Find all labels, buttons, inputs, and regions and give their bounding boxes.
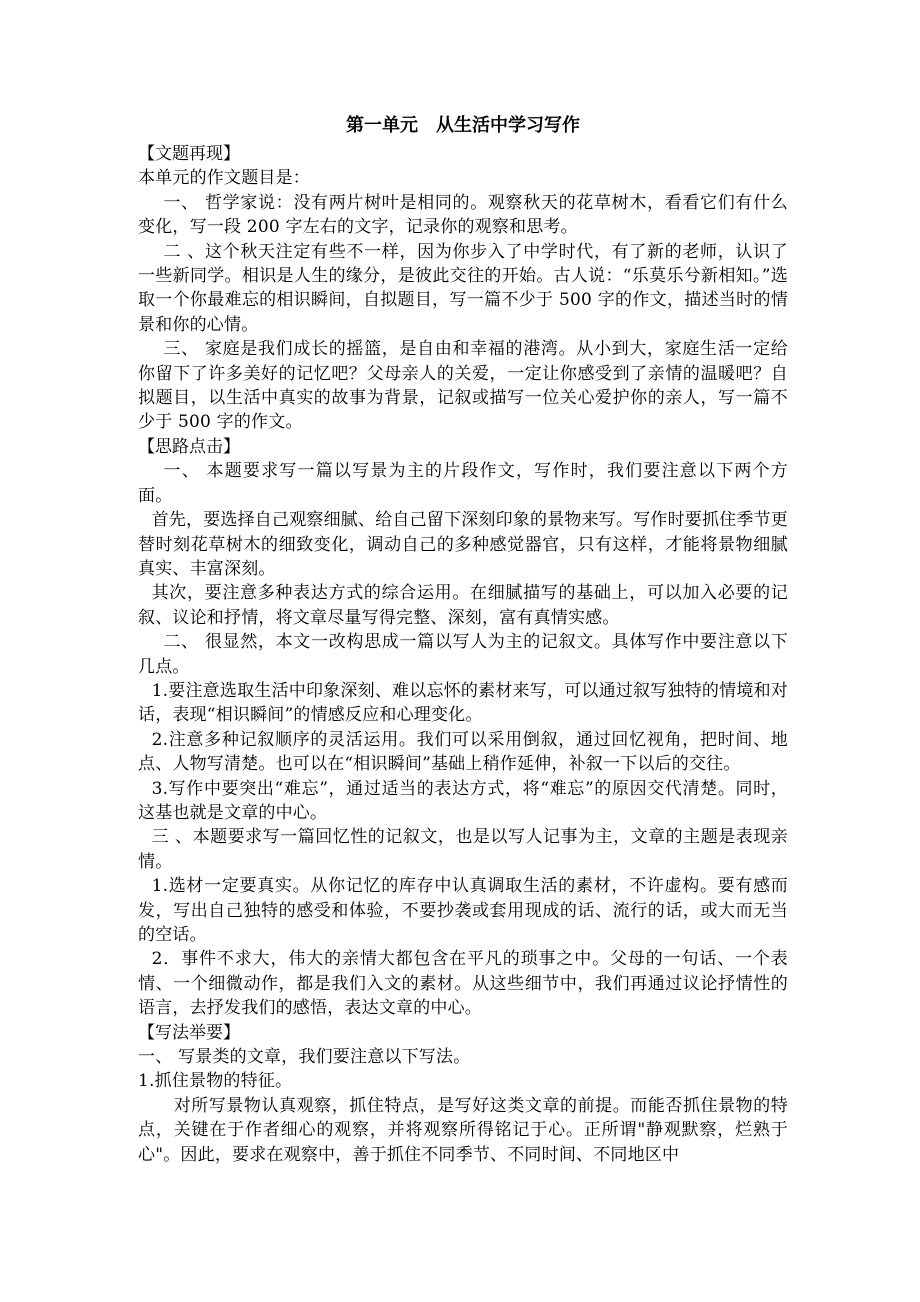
section-heading: 【思路点击】 [138,436,240,457]
paragraph: 二、 很显然，本文一改构思成一篇以写人为主的记叙文。具体写作中要注意以下几点。 [138,632,788,677]
paragraph: 二 、这个秋天注定有些不一样，因为你步入了中学时代，有了新的老师，认识了一些新同学。相识是人生的缘分，是彼此交往的开始。古人说：“乐莫乐兮新相知。”选取一个你最难忘的相识瞬间，自拟题目，写一篇不少于 500 字的作文，描述当时的情景和你的心情。 [138,241,788,335]
paragraph: 一、 哲学家说：没有两片树叶是相同的。观察秋天的花草树木，看看它们有什么变化，写一段 200 字左右的文字，记录你的观察和思考。 [138,192,788,238]
paragraph: 三、 家庭是我们成长的摇篮，是自由和幸福的港湾。从小到大，家庭生活一定给你留下了许多美好的记忆吧？父母亲人的关爱，一定让你感受到了亲情的温暖吧？自拟题目，以生活中真实的故事为背景，记叙或描写一位关心爱护你的亲人，写一篇不少于 500 字的作文。 [138,339,788,433]
section-wenti-zaixian [138,142,788,435]
section-heading: 【写法举要】 [138,1022,240,1043]
paragraph: 本单元的作文题目是： [138,168,310,189]
paragraph: 三 、本题要求写一篇回忆性的记叙文，也是以写人记事为主，文章的主题是表现亲情。 [138,827,788,872]
section-heading: 【文题再现】 [138,144,240,164]
section-silu-dianji [138,435,788,1021]
paragraph: 1.要注意选取生活中印象深刻、难以忘怀的素材来写，可以通过叙写独特的情境和对话，表现“相识瞬间”的情感反应和心理变化。 [138,680,788,726]
page-title: 第一单元 从生活中学习写作 [346,115,580,136]
paragraph: 一、 本题要求写一篇以写景为主的片段作文，写作时，我们要注意以下两个方面。 [138,461,788,506]
paragraph: 2．事件不求大，伟大的亲情大都包含在平凡的琐事之中。父母的一句话、一个表情、一个细微动作，都是我们入文的素材。从这些细节中，我们再通过议论抒情性的语言，去抒发我们的感悟，表达文章的中心。 [138,949,788,1019]
paragraph: 其次，要注意多种表达方式的综合运用。在细腻描写的基础上，可以加入必要的记叙、议论和抒情，将文章尽量写得完整、深刻，富有真情实感。 [138,583,788,628]
paragraph: 3.写作中要突出“难忘”，通过适当的表达方式，将“难忘”的原因交代清楚。同时，这基也就是文章的中心。 [138,778,788,823]
paragraph: 1.抓住景物的特征。 [138,1071,293,1092]
paragraph: 一、 写景类的文章，我们要注意以下写法。 [138,1047,471,1068]
paragraph: 对所写景物认真观察，抓住特点，是写好这类文章的前提。而能否抓住景物的特点，关键在于作者细心的观察，并将观察所得铭记于心。正所谓"静观默察，烂熟于心"。因此，要求在观察中，善于抓住不同季节、不同时间、不同地区中 [138,1095,788,1165]
paragraph: 2.注意多种记叙顺序的灵活运用。我们可以采用倒叙，通过回忆视角，把时间、地点、人物写清楚。也可以在“相识瞬间”基础上稍作延伸，补叙一下以后的交往。 [138,729,788,775]
paragraph: 首先，要选择自己观察细腻、给自己留下深刻印象的景物来写。写作时要抓住季节更替时刻花草树木的细致变化，调动自己的多种感觉器官，只有这样，才能将景物细腻真实、丰富深刻。 [138,510,788,579]
section-xiefa-juyao [138,1021,788,1167]
paragraph: 1.选材一定要真实。从你记忆的库存中认真调取生活的素材，不许虚构。要有感而发，写出自己独特的感受和体验，不要抄袭或套用现成的话、流行的话，或大而无当的空话。 [138,876,788,945]
document-content [138,113,788,1167]
